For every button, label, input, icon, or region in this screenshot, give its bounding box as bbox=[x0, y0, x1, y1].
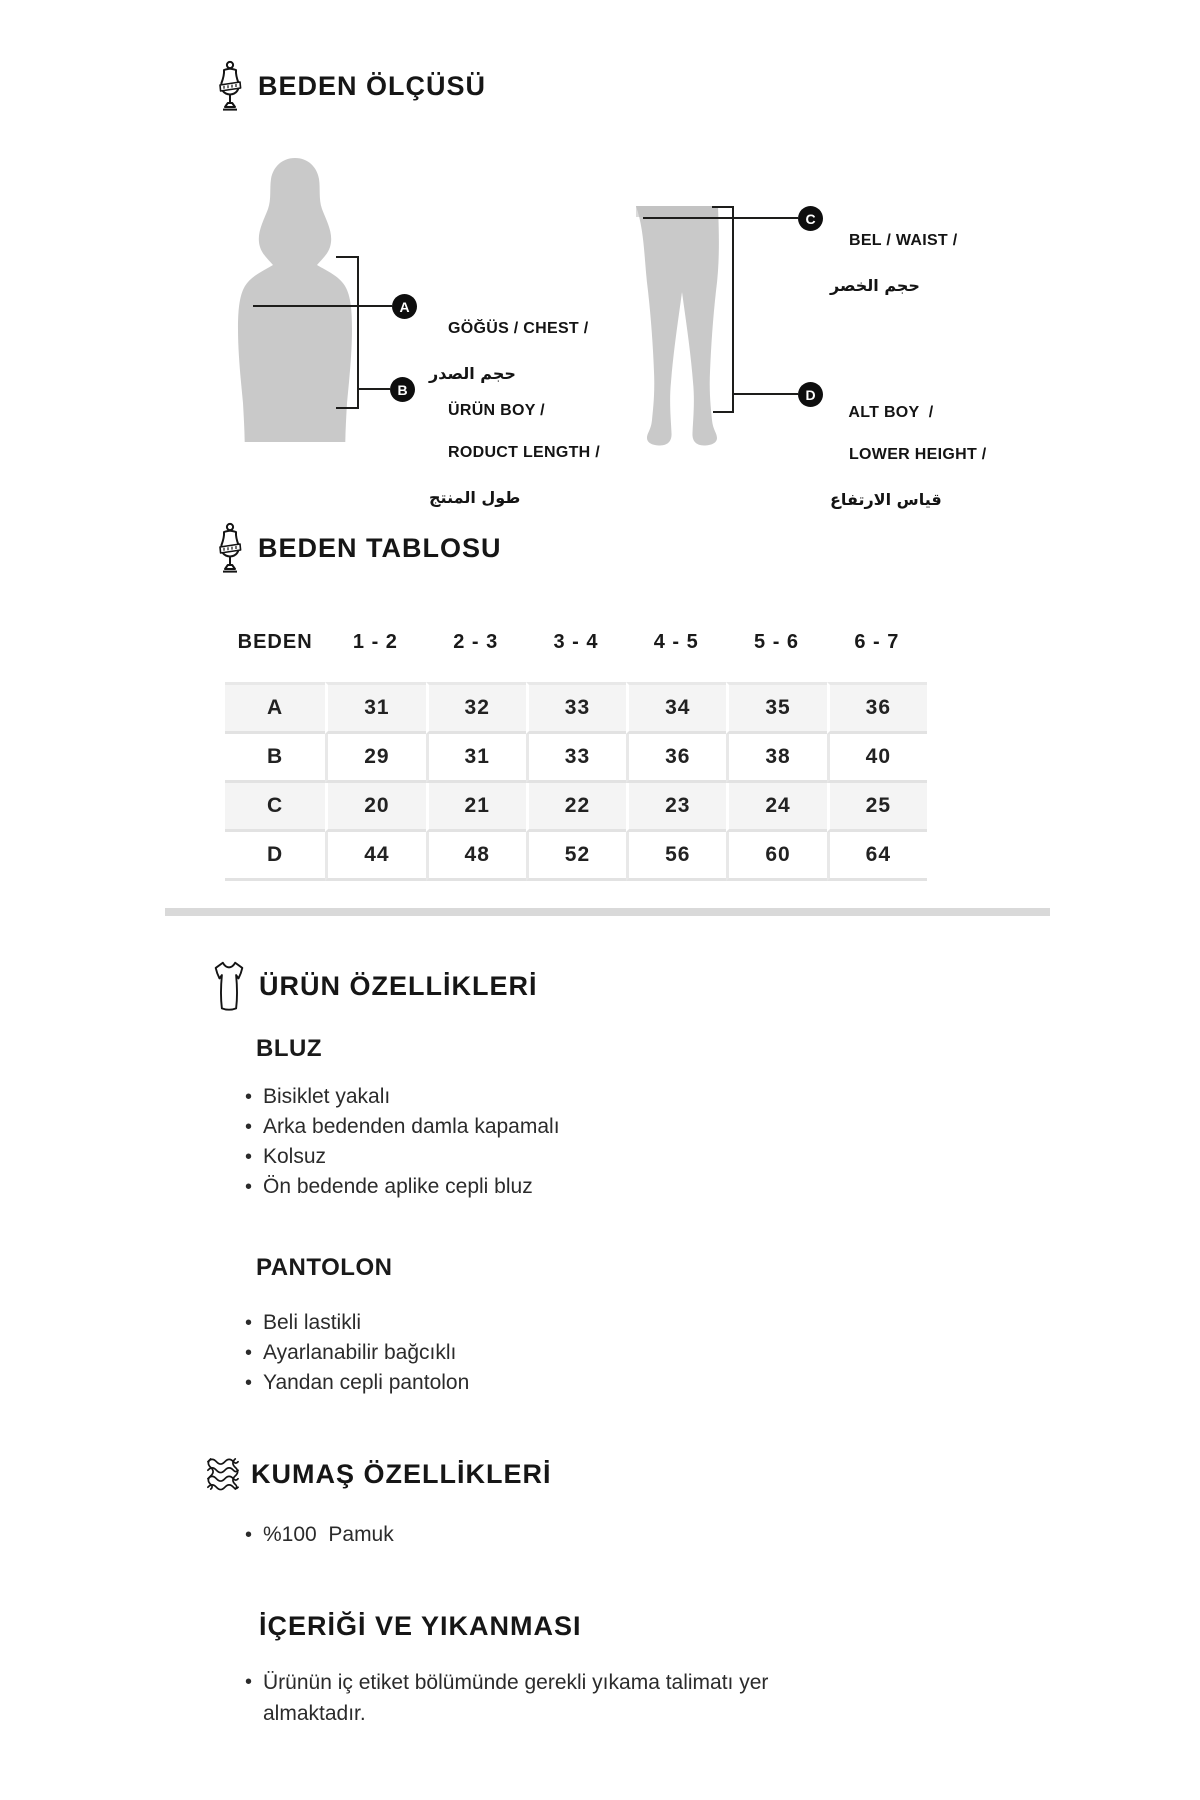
column-header: BEDEN bbox=[225, 615, 325, 682]
bullet-item: • Ayarlanabilir bağcıklı bbox=[245, 1338, 945, 1368]
table-cell: B bbox=[225, 734, 325, 783]
bluz-feature-list bbox=[245, 1082, 945, 1202]
waist-label-arabic: حجم الخصر bbox=[830, 276, 920, 295]
table-cell: 23 bbox=[626, 783, 726, 832]
column-header: 4 - 5 bbox=[626, 615, 726, 682]
bullet-item: • Beli lastikli bbox=[245, 1308, 945, 1338]
product-features-title: ÜRÜN ÖZELLİKLERİ bbox=[259, 970, 538, 1001]
table-cell: 40 bbox=[827, 734, 927, 783]
table-cell: 52 bbox=[526, 832, 626, 881]
table-cell: 31 bbox=[426, 734, 526, 783]
table-cell: 35 bbox=[726, 682, 826, 734]
table-header-row bbox=[225, 615, 927, 682]
table-cell: 20 bbox=[325, 783, 425, 832]
table-cell: 48 bbox=[426, 832, 526, 881]
bullet-item: • Ön bedende aplike cepli bluz bbox=[245, 1172, 945, 1202]
table-row bbox=[225, 734, 927, 783]
column-header: 6 - 7 bbox=[827, 615, 927, 682]
product-length-line2: RODUCT LENGTH / bbox=[447, 444, 601, 461]
table-cell: 22 bbox=[526, 783, 626, 832]
mannequin-icon bbox=[213, 522, 247, 574]
marker-c-badge: C bbox=[798, 206, 823, 231]
table-cell: 36 bbox=[626, 734, 726, 783]
bullet-item: • Bisiklet yakalı bbox=[245, 1082, 945, 1112]
bullet-item: • %100 Pamuk bbox=[245, 1520, 945, 1550]
table-cell: 25 bbox=[827, 783, 927, 832]
table-cell: D bbox=[225, 832, 325, 881]
table-row bbox=[225, 783, 927, 832]
fabric-title: KUMAŞ ÖZELLİKLERİ bbox=[251, 1458, 552, 1489]
table-cell: 36 bbox=[827, 682, 927, 734]
care-heading bbox=[259, 1611, 582, 1642]
marker-d-badge: D bbox=[798, 382, 823, 407]
table-cell: 34 bbox=[626, 682, 726, 734]
size-table-heading bbox=[213, 522, 502, 574]
table-cell: 44 bbox=[325, 832, 425, 881]
product-features-heading bbox=[210, 960, 538, 1012]
table-cell: 56 bbox=[626, 832, 726, 881]
bullet-item: • Ürünün iç etiket bölümünde gerekli yıkama talimatı yer almaktadır. bbox=[245, 1667, 865, 1729]
pantolon-feature-list bbox=[245, 1308, 945, 1398]
care-list bbox=[245, 1667, 865, 1729]
waist-label-text: BEL / WAIST / bbox=[848, 232, 958, 249]
table-cell: 32 bbox=[426, 682, 526, 734]
bullet-item: • Kolsuz bbox=[245, 1142, 945, 1172]
table-cell: 33 bbox=[526, 682, 626, 734]
table-cell: C bbox=[225, 783, 325, 832]
size-table bbox=[225, 615, 927, 881]
chest-label-arabic: حجم الصدر bbox=[429, 364, 516, 383]
lower-height-arabic: قياس الارتفاع bbox=[830, 490, 942, 509]
table-row bbox=[225, 682, 927, 734]
fabric-heading bbox=[206, 1452, 552, 1496]
table-cell: 64 bbox=[827, 832, 927, 881]
lower-height-line1: ALT BOY / bbox=[848, 404, 934, 421]
column-header: 5 - 6 bbox=[726, 615, 826, 682]
bullet-item: • Arka bedenden damla kapamalı bbox=[245, 1112, 945, 1142]
table-cell: 31 bbox=[325, 682, 425, 734]
column-header: 1 - 2 bbox=[325, 615, 425, 682]
fabric-list bbox=[245, 1520, 945, 1550]
table-row bbox=[225, 832, 927, 881]
table-cell: 21 bbox=[426, 783, 526, 832]
lower-height-label bbox=[830, 381, 987, 552]
section-divider bbox=[165, 908, 1050, 916]
product-length-line1: ÜRÜN BOY / bbox=[447, 402, 545, 419]
size-guide-title: BEDEN ÖLÇÜSÜ bbox=[258, 70, 487, 101]
table-cell: 60 bbox=[726, 832, 826, 881]
tshirt-icon bbox=[210, 960, 248, 1012]
product-length-arabic: طول المنتج bbox=[429, 488, 521, 507]
care-title: İÇERİĞİ VE YIKANMASI bbox=[259, 1611, 582, 1641]
table-cell: 29 bbox=[325, 734, 425, 783]
waist-label bbox=[830, 209, 958, 338]
lower-height-line2: LOWER HEIGHT / bbox=[848, 446, 987, 463]
chest-label-text: GÖĞÜS / CHEST / bbox=[447, 320, 589, 337]
column-header: 2 - 3 bbox=[426, 615, 526, 682]
pantolon-heading: PANTOLON bbox=[256, 1254, 393, 1281]
bullet-item: • Yandan cepli pantolon bbox=[245, 1368, 945, 1398]
size-table-title: BEDEN TABLOSU bbox=[258, 532, 502, 563]
bluz-heading: BLUZ bbox=[256, 1035, 322, 1062]
marker-b-badge: B bbox=[390, 377, 415, 402]
column-header: 3 - 4 bbox=[526, 615, 626, 682]
table-cell: A bbox=[225, 682, 325, 734]
table-cell: 24 bbox=[726, 783, 826, 832]
marker-a-badge: A bbox=[392, 294, 417, 319]
table-cell: 33 bbox=[526, 734, 626, 783]
fabric-swatch-icon bbox=[206, 1452, 240, 1496]
table-cell: 38 bbox=[726, 734, 826, 783]
